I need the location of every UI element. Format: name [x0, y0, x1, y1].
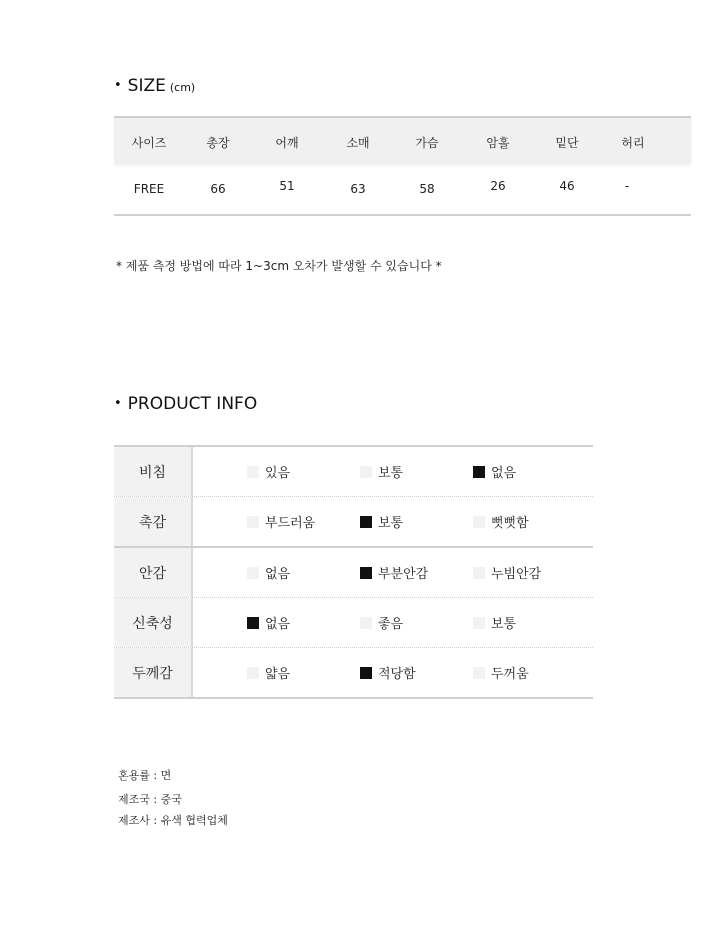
info-option [247, 548, 290, 597]
info-row-label: 촉감 [114, 497, 193, 546]
info-option-label: 얇음 [265, 667, 291, 682]
info-option [360, 497, 403, 546]
maker-info: 제조사 : 유색 협력업체 [118, 814, 228, 827]
checkbox-icon [360, 617, 372, 629]
size-unit: (cm) [169, 81, 196, 94]
info-option [247, 648, 290, 697]
info-row-label: 비침 [114, 447, 193, 496]
info-row [114, 598, 593, 648]
info-option [473, 648, 529, 697]
info-option [473, 548, 541, 597]
bullet-icon: • [114, 396, 122, 411]
size-title-text: SIZE [127, 76, 166, 96]
info-option [473, 447, 516, 496]
checkbox-icon [473, 617, 485, 629]
size-table [114, 116, 691, 216]
product-info-title [114, 394, 257, 414]
size-header-cell: 암홀 [486, 136, 510, 150]
info-option [473, 598, 516, 647]
size-header-cell: 어깨 [275, 136, 299, 150]
info-option-label: 없음 [491, 466, 517, 481]
checked-box-icon [247, 617, 259, 629]
size-header-cell: 가슴 [415, 136, 439, 150]
material-info: 혼용률 : 면 [118, 769, 172, 782]
info-row-label: 두께감 [114, 648, 193, 697]
checkbox-icon [473, 667, 485, 679]
info-option [360, 598, 403, 647]
info-row [114, 447, 593, 497]
size-cell: 51 [279, 179, 295, 193]
info-option [247, 598, 290, 647]
info-option-label: 보통 [378, 466, 404, 481]
size-table-row [114, 164, 691, 216]
info-row [114, 497, 593, 548]
checkbox-icon [473, 567, 485, 579]
checked-box-icon [360, 516, 372, 528]
bullet-icon: • [114, 78, 122, 93]
info-option-label: 없음 [265, 567, 291, 582]
checked-box-icon [360, 567, 372, 579]
info-row-label: 신축성 [114, 598, 193, 647]
size-cell: 66 [210, 182, 226, 196]
info-row [114, 548, 593, 598]
info-option-label: 누빔안감 [491, 567, 542, 582]
info-option [473, 497, 529, 546]
info-option-label: 부드러움 [265, 516, 316, 531]
origin-info: 제조국 : 중국 [118, 793, 182, 806]
info-option-label: 보통 [378, 516, 404, 531]
info-option-label: 부분안감 [378, 567, 429, 582]
size-cell: 58 [419, 182, 435, 196]
checkbox-icon [247, 466, 259, 478]
checked-box-icon [360, 667, 372, 679]
info-option-label: 뻣뻣함 [491, 516, 529, 531]
size-cell: 63 [350, 182, 366, 196]
info-option-label: 보통 [491, 617, 517, 632]
checkbox-icon [247, 667, 259, 679]
info-option [247, 447, 290, 496]
measurement-note: * 제품 측정 방법에 따라 1~3cm 오차가 발생할 수 있습니다 * [116, 259, 442, 273]
info-option [247, 497, 315, 546]
info-option-label: 적당함 [378, 667, 416, 682]
size-header-cell: 밑단 [555, 136, 579, 150]
size-cell: - [624, 179, 630, 193]
info-option [360, 447, 403, 496]
info-option [360, 648, 416, 697]
checkbox-icon [247, 516, 259, 528]
info-option [360, 548, 428, 597]
size-header-cell: 총장 [206, 136, 230, 150]
checked-box-icon [473, 466, 485, 478]
checkbox-icon [473, 516, 485, 528]
size-header-cell: 허리 [621, 136, 645, 150]
size-cell: 46 [559, 179, 575, 193]
size-header-cell: 사이즈 [131, 136, 167, 150]
product-info-title-text: PRODUCT INFO [127, 394, 258, 414]
info-option-label: 두꺼움 [491, 667, 529, 682]
info-option-label: 좋음 [378, 617, 404, 632]
checkbox-icon [247, 567, 259, 579]
size-cell: FREE [133, 182, 165, 196]
size-table-header [114, 116, 691, 164]
info-row-label: 안감 [114, 548, 193, 597]
size-cell: 26 [490, 179, 506, 193]
info-row [114, 648, 593, 697]
product-info-table [114, 445, 593, 699]
checkbox-icon [360, 466, 372, 478]
info-option-label: 없음 [265, 617, 291, 632]
size-section-title [114, 76, 195, 96]
size-header-cell: 소매 [346, 136, 370, 150]
info-option-label: 있음 [265, 466, 291, 481]
